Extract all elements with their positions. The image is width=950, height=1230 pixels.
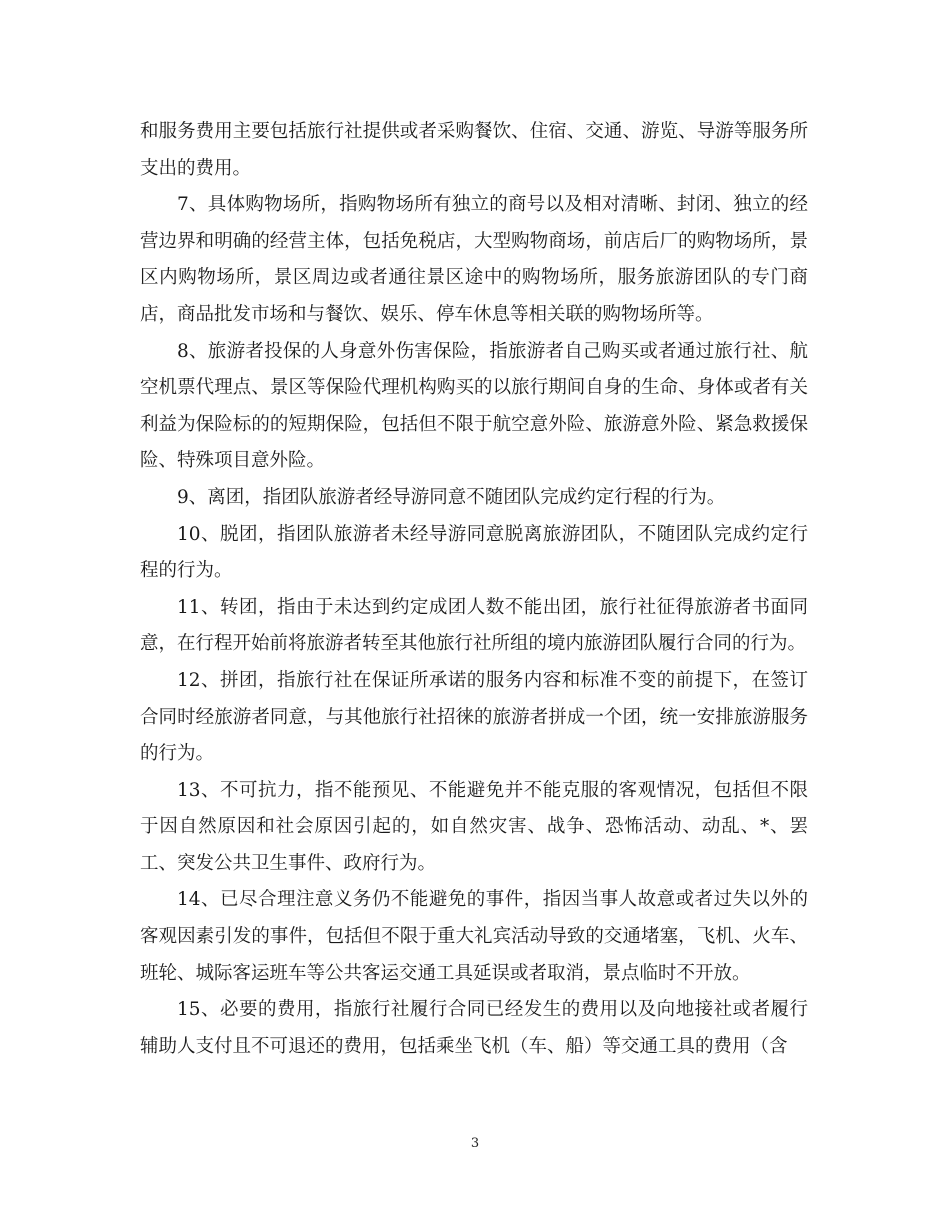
paragraph-item-10: 10、脱团，指团队旅游者未经导游同意脱离旅游团队，不随团队完成约定行程的行为。: [140, 523, 808, 582]
paragraph-continuation: 和服务费用主要包括旅行社提供或者采购餐饮、住宿、交通、游览、导游等服务所支出的费用。: [140, 121, 808, 179]
paragraph-item-8: 8、旅游者投保的人身意外伤害保险，指旅游者自己购买或者通过旅行社、航空机票代理点、景区等保险代理机构购买的以旅行期间自身的生命、身体或者有关利益为保险标的的短期保险，包括但不限于航空意外险、旅游意外险、紧急救援保险、特殊项目意外险。: [140, 340, 808, 472]
paragraph-item-7: 7、具体购物场所，指购物场所有独立的商号以及相对清晰、封闭、独立的经营边界和明确的经营主体，包括免税店，大型购物商场，前店后厂的购物场所，景区内购物场所，景区周边或者通往景区途中的购物场所，服务旅游团队的专门商店，商品批发市场和与餐饮、娱乐、停车休息等相关联的购物场所等。: [140, 194, 808, 325]
paragraph-item-12: 12、拼团，指旅行社在保证所承诺的服务内容和标准不变的前提下，在签订合同时经旅游者同意，与其他旅行社招徕的旅游者拼成一个团，统一安排旅游服务的行为。: [140, 669, 808, 765]
paragraph-item-13: 13、不可抗力，指不能预见、不能避免并不能克服的客观情况，包括但不限于因自然原因和社会原因引起的，如自然灾害、战争、恐怖活动、动乱、*、罢工、突发公共卫生事件、政府行为。: [140, 779, 808, 874]
paragraph-item-15: 15、必要的费用，指旅行社履行合同已经发生的费用以及向地接社或者履行辅助人支付且不可退还的费用，包括乘坐飞机（车、船）等交通工具的费用（含: [140, 999, 808, 1057]
page-number: 3: [470, 1136, 480, 1151]
paragraph-item-11: 11、转团，指由于未达到约定成团人数不能出团，旅行社征得旅游者书面同意，在行程开始前将旅游者转至其他旅行社所组的境内旅游团队履行合同的行为。: [140, 596, 808, 655]
document-body: [140, 114, 808, 1065]
paragraph-item-9: 9、离团，指团队旅游者经导游同意不随团队完成约定行程的行为。: [177, 486, 726, 508]
paragraph-item-14: 14、已尽合理注意义务仍不能避免的事件，指因当事人故意或者过失以外的客观因素引发的事件，包括但不限于重大礼宾活动导致的交通堵塞，飞机、火车、班轮、城际客运班车等公共客运交通工具延误或者取消，景点临时不开放。: [140, 889, 808, 984]
